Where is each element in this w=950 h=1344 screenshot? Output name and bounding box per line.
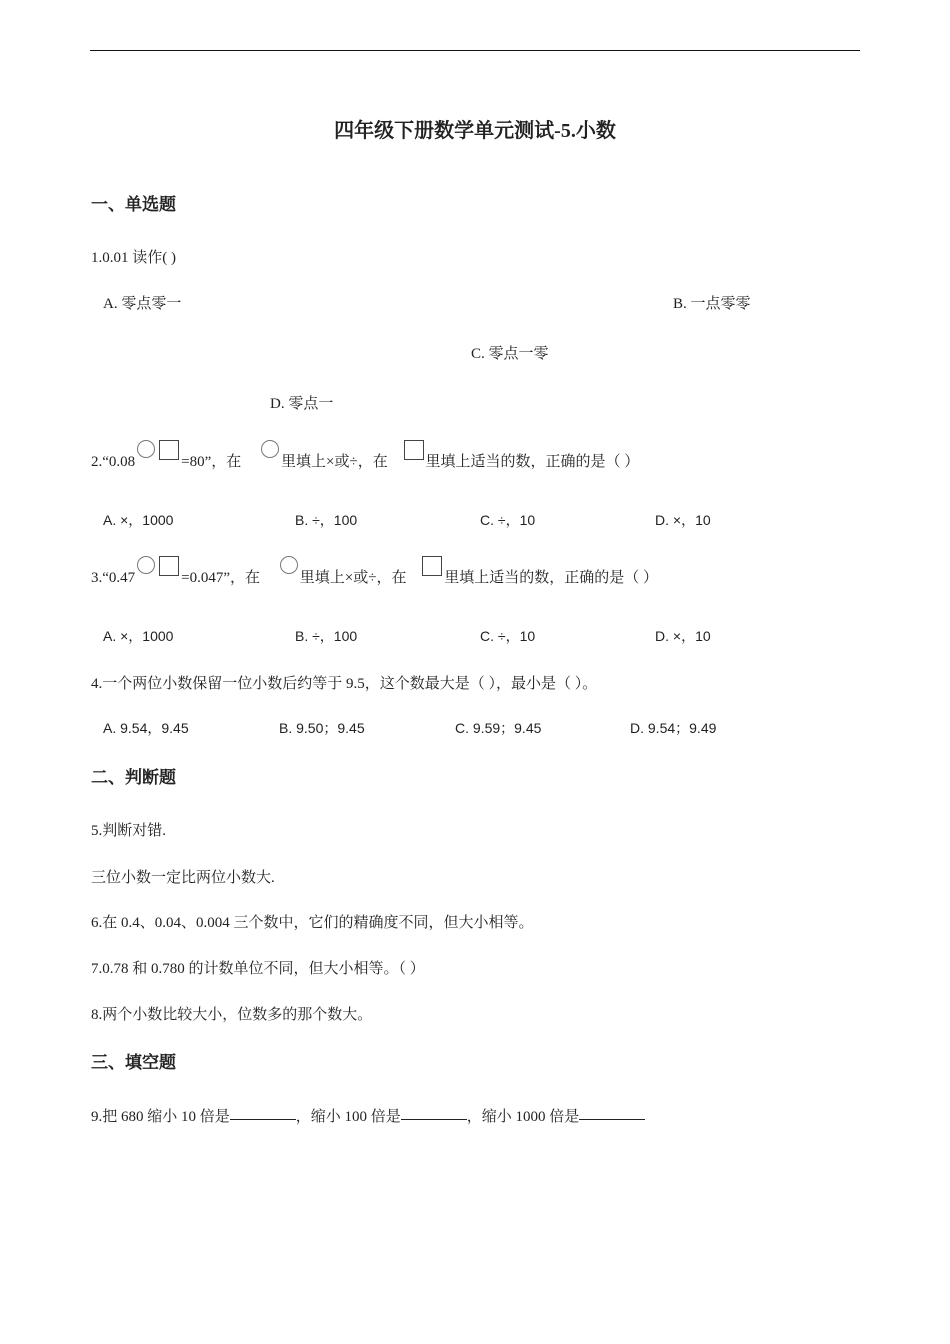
q4-option-c[interactable]: C. 9.59；9.45 xyxy=(455,720,542,736)
number-box xyxy=(404,440,424,460)
q1-option-d[interactable]: D. 零点一 xyxy=(270,396,334,412)
question-8-stem: 8.两个小数比较大小，位数多的那个数大。 xyxy=(91,1007,373,1023)
question-5-stem: 5.判断对错. xyxy=(91,823,167,839)
operator-circle xyxy=(280,556,298,574)
q3-option-d[interactable]: D. ×，10 xyxy=(655,628,711,644)
section-heading-fill-blank: 三、填空题 xyxy=(91,1053,176,1072)
question-6-stem: 6.在 0.4、0.04、0.004 三个数中，它们的精确度不同，但大小相等。 xyxy=(91,915,534,931)
question-4-stem: 4.一个两位小数保留一位小数后约等于 9.5，这个数最大是（ ），最小是（ ）。 xyxy=(91,676,598,692)
q2-option-a[interactable]: A. ×，1000 xyxy=(103,512,174,528)
q2-mid: =80”，在 xyxy=(181,454,242,470)
q3-option-b[interactable]: B. ÷，100 xyxy=(295,628,358,644)
question-2-stem xyxy=(91,440,639,471)
q2-prefix: 2.“0.08 xyxy=(91,454,136,470)
operator-circle xyxy=(137,440,155,458)
q3-option-a[interactable]: A. ×，1000 xyxy=(103,628,174,644)
page-title: 四年级下册数学单元测试-5.小数 xyxy=(334,120,616,142)
question-1-stem: 1.0.01 读作( ) xyxy=(91,250,176,266)
q1-option-a[interactable]: A. 零点零一 xyxy=(103,296,182,312)
section-heading-true-false: 二、判断题 xyxy=(91,768,176,787)
q2-square-text: 里填上适当的数，正确的是（ ） xyxy=(425,454,640,470)
q1-option-c[interactable]: C. 零点一零 xyxy=(471,346,549,362)
header-rule xyxy=(90,50,860,51)
q9-part-1: 9.把 680 缩小 10 倍是 xyxy=(91,1109,230,1125)
number-box xyxy=(422,556,442,576)
q9-part-2: ，缩小 100 倍是 xyxy=(295,1109,401,1125)
answer-blank-1[interactable] xyxy=(230,1118,296,1120)
answer-blank-3[interactable] xyxy=(579,1118,645,1120)
q4-option-b[interactable]: B. 9.50；9.45 xyxy=(279,720,365,736)
q3-mid: =0.047”，在 xyxy=(181,570,261,586)
q2-option-b[interactable]: B. ÷，100 xyxy=(295,512,358,528)
operator-circle xyxy=(261,440,279,458)
q4-option-a[interactable]: A. 9.54，9.45 xyxy=(103,720,189,736)
number-box xyxy=(159,440,179,460)
q1-option-b[interactable]: B. 一点零零 xyxy=(673,296,751,312)
q3-square-text: 里填上适当的数，正确的是（ ） xyxy=(444,570,659,586)
number-box xyxy=(159,556,179,576)
operator-circle xyxy=(137,556,155,574)
q3-circle-text: 里填上×或÷，在 xyxy=(299,570,407,586)
question-5-statement: 三位小数一定比两位小数大. xyxy=(91,870,275,886)
q3-prefix: 3.“0.47 xyxy=(91,570,136,586)
question-3-stem xyxy=(91,556,658,587)
answer-blank-2[interactable] xyxy=(401,1118,467,1120)
question-7-stem: 7.0.78 和 0.780 的计数单位不同，但大小相等。（ ） xyxy=(91,961,425,977)
q2-circle-text: 里填上×或÷，在 xyxy=(281,454,388,470)
q2-option-d[interactable]: D. ×，10 xyxy=(655,512,711,528)
section-heading-single-choice: 一、单选题 xyxy=(91,195,176,214)
q9-part-3: ，缩小 1000 倍是 xyxy=(466,1109,580,1125)
q4-option-d[interactable]: D. 9.54；9.49 xyxy=(630,720,717,736)
q3-option-c[interactable]: C. ÷，10 xyxy=(480,628,536,644)
question-9-stem xyxy=(91,1105,645,1126)
q2-option-c[interactable]: C. ÷，10 xyxy=(480,512,536,528)
